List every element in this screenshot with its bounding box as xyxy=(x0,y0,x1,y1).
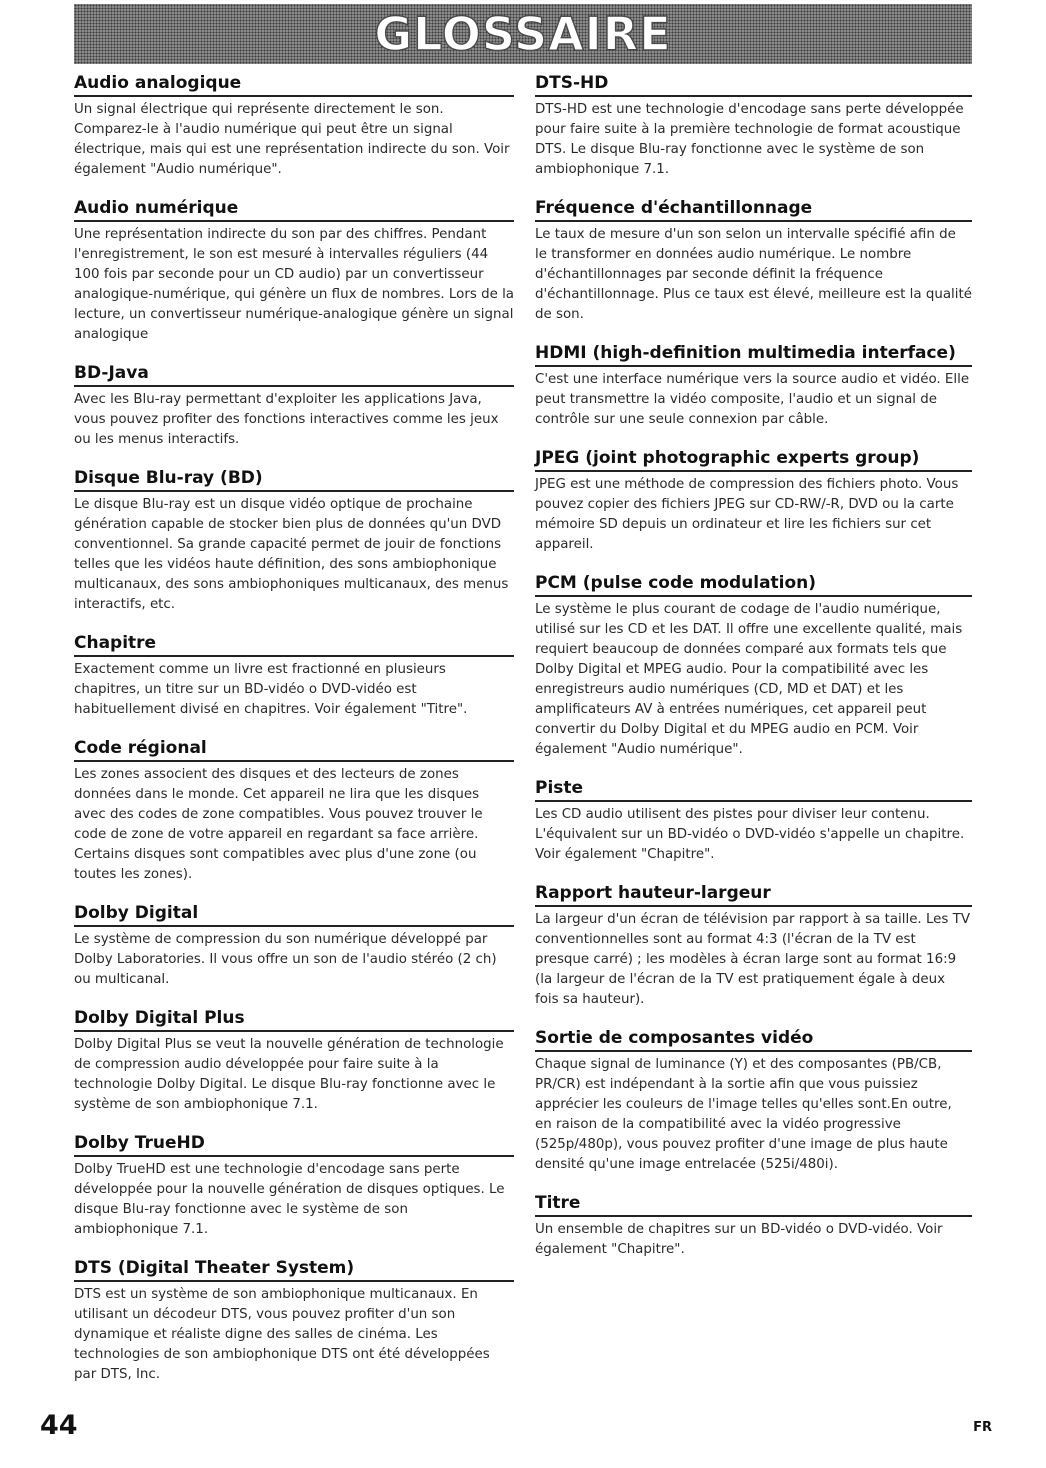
entry-title: Disque Blu-ray (BD) xyxy=(74,467,514,492)
glossary-entry xyxy=(535,777,972,865)
glossary-banner xyxy=(74,4,972,64)
entry-text: Exactement comme un livre est fractionné en plusieurs chapitres, un titre sur un BD-vidéo o DVD-vidéo est habituellement divisé en chapitres. Voir également "Titre". xyxy=(74,662,468,717)
glossary-entry xyxy=(535,1192,972,1260)
glossary-entry xyxy=(535,572,972,760)
entry-title: HDMI (high-definition multimedia interface) xyxy=(535,342,972,367)
entry-title: PCM (pulse code modulation) xyxy=(535,572,972,597)
entry-title: Titre xyxy=(535,1192,972,1217)
entry-text: Une représentation indirecte du son par des chiffres. Pendant l'enregistrement, le son est mesuré à intervalles réguliers (44 100 fois par seconde pour un CD audio) par un convertisseur analogique-numérique, qui génère un flux de nombres. Lors de la lecture, un convertisseur numérique-analogique génère un signal analogique xyxy=(74,227,515,342)
glossary-entry xyxy=(74,1257,514,1385)
glossary-entry xyxy=(74,902,514,990)
entry-text: Avec les Blu-ray permettant d'exploiter les applications Java, vous pouvez profiter des fonctions interactives comme les jeux ou les menus interactifs. xyxy=(74,392,499,447)
entry-title: Rapport hauteur-largeur xyxy=(535,882,972,907)
glossary-entry xyxy=(74,197,514,345)
right-column xyxy=(535,72,972,1277)
glossary-entry xyxy=(535,72,972,180)
entry-title: Dolby Digital Plus xyxy=(74,1007,514,1032)
entry-title: Piste xyxy=(535,777,972,802)
entry-title: Dolby TrueHD xyxy=(74,1132,514,1157)
entry-text: Un signal électrique qui représente directement le son. Comparez-le à l'audio numérique qui peut être un signal électrique, mais qui est une représentation indirecte du son. Voir également "Audio numérique". xyxy=(74,102,510,177)
entry-text: Le taux de mesure d'un son selon un intervalle spécifié afin de le transformer en données audio numérique. Le nombre d'échantillonnages par seconde définit la fréquence d'échantillonnage. Plus ce taux est élevé, meilleure est la qualité de son. xyxy=(535,227,972,322)
glossary-entry xyxy=(74,1007,514,1115)
entry-text: Chaque signal de luminance (Y) et des composantes (PB/CB, PR/CR) est indépendant à la sortie afin que vous puissiez apprécier les couleurs de l'image telles qu'elles sont.En outre, en raison de la compatibilité avec la vidéo progressive (525p/480p), vous pouvez profiter d'une image de plus haute densité qu'une image entrelacée (525i/480i). xyxy=(535,1057,952,1172)
entry-title: Fréquence d'échantillonnage xyxy=(535,197,972,222)
glossary-entry xyxy=(535,447,972,555)
glossary-entry xyxy=(535,1027,972,1175)
entry-text: Le disque Blu-ray est un disque vidéo optique de prochaine génération capable de stocker bien plus de données qu'un DVD conventionnel. Sa grande capacité permet de jouir de fonctions telles que les vidéos haute définition, des sons ambiophonique multicanaux, des sons ambiophoniques multicanaux, des menus interactifs, etc. xyxy=(74,497,509,612)
page-number: 44 xyxy=(40,1410,78,1441)
entry-text: Le système le plus courant de codage de l'audio numérique, utilisé sur les CD et les DAT. Il offre une excellente qualité, mais requiert beaucoup de données comparé aux formats tels que Dolby Digital et MPEG audio. Pour la compatibilité avec les enregistreurs audio numériques (CD, MD et DAT) et les amplificateurs AV à entrées numériques, cet appareil peut convertir du Dolby Digital et du MPEG audio en PCM. Voir également "Audio numérique". xyxy=(535,602,963,757)
glossary-entry xyxy=(74,737,514,885)
entry-title: Chapitre xyxy=(74,632,514,657)
glossary-entry xyxy=(74,467,514,615)
entry-text: Le système de compression du son numérique développé par Dolby Laboratories. Il vous offre un son de l'audio stéréo (2 ch) ou multicanal. xyxy=(74,932,497,987)
entry-text: Les CD audio utilisent des pistes pour diviser leur contenu. L'équivalent sur un BD-vidéo o DVD-vidéo s'appelle un chapitre. Voir également "Chapitre". xyxy=(535,807,965,862)
entry-text: Dolby TrueHD est une technologie d'encodage sans perte développée pour la nouvelle génération de disques optiques. Le disque Blu-ray fonctionne avec le système de son ambiophonique 7.1. xyxy=(74,1162,505,1237)
entry-title: DTS (Digital Theater System) xyxy=(74,1257,514,1282)
glossary-entry xyxy=(74,362,514,450)
entry-text: Dolby Digital Plus se veut la nouvelle génération de technologie de compression audio développée pour faire suite à la technologie Dolby Digital. Le disque Blu-ray fonctionne avec le système de son ambiophonique 7.1. xyxy=(74,1037,504,1112)
entry-title: Audio analogique xyxy=(74,72,514,97)
entry-text: La largeur d'un écran de télévision par rapport à sa taille. Les TV conventionnelles sont au format 4:3 (l'écran de la TV est presque carré) ; les modèles à écran large sont au format 16:9 (la largeur de l'écran de la TV est pratiquement égale à deux fois sa hauteur). xyxy=(535,912,970,1007)
glossary-entry xyxy=(535,342,972,430)
entry-title: Sortie de composantes vidéo xyxy=(535,1027,972,1052)
entry-title: Code régional xyxy=(74,737,514,762)
entry-title: BD-Java xyxy=(74,362,514,387)
glossary-entry xyxy=(74,1132,514,1240)
glossary-entry xyxy=(535,197,972,325)
page-title: GLOSSAIRE xyxy=(374,7,672,61)
entry-title: DTS-HD xyxy=(535,72,972,97)
entry-text: Les zones associent des disques et des lecteurs de zones données dans le monde. Cet appareil ne lira que les disques avec des codes de zone compatibles. Vous pouvez trouver le code de zone de votre appareil en regardant sa face arrière. Certains disques sont compatibles avec plus d'une zone (ou toutes les zones). xyxy=(74,767,483,882)
left-column xyxy=(74,72,514,1402)
glossary-entry xyxy=(535,882,972,1010)
entry-title: Audio numérique xyxy=(74,197,514,222)
language-code: FR xyxy=(973,1420,992,1435)
glossary-entry xyxy=(74,72,514,180)
entry-title: Dolby Digital xyxy=(74,902,514,927)
entry-text: C'est une interface numérique vers la source audio et vidéo. Elle peut transmettre la vidéo composite, l'audio et un signal de contrôle sur une seule connexion par câble. xyxy=(535,372,970,427)
entry-text: DTS-HD est une technologie d'encodage sans perte développée pour faire suite à la première technologie de format acoustique DTS. Le disque Blu-ray fonctionne avec le système de son ambiophonique 7.1. xyxy=(535,102,964,177)
entry-title: JPEG (joint photographic experts group) xyxy=(535,447,972,472)
entry-text: DTS est un système de son ambiophonique multicanaux. En utilisant un décodeur DTS, vous pouvez profiter d'un son dynamique et réaliste digne des salles de cinéma. Les technologies de son ambiophonique DTS ont été développées par DTS, Inc. xyxy=(74,1287,490,1382)
entry-text: JPEG est une méthode de compression des fichiers photo. Vous pouvez copier des fichiers JPEG sur CD-RW/-R, DVD ou la carte mémoire SD depuis un ordinateur et lire les fichiers sur cet appareil. xyxy=(535,477,959,552)
glossary-entry xyxy=(74,632,514,720)
entry-text: Un ensemble de chapitres sur un BD-vidéo o DVD-vidéo. Voir également "Chapitre". xyxy=(535,1222,943,1257)
